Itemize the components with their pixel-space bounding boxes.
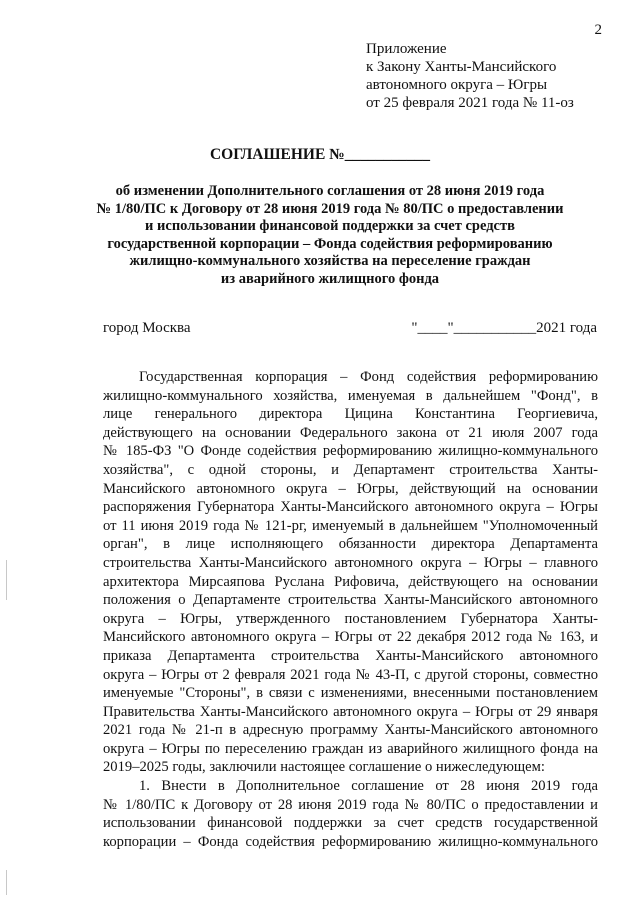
appendix-line: Приложение (366, 41, 447, 57)
subtitle-line: государственной корпорации – Фонда содействия реформированию (107, 235, 553, 252)
body-line: округа – Югры по переселению граждан из аварийного жилищного фонда на (103, 740, 598, 757)
subtitle-line: из аварийного жилищного фонда (220, 270, 440, 287)
body-line: Мансийского автономного округа – Югры, действующий на основании (103, 480, 598, 497)
body-line: приказа Департамента строительства Ханты-Мансийского автономного (103, 647, 598, 664)
body-line: архитектора Мирсаяпова Руслана Рифовича, действующего на основании (103, 573, 598, 590)
body-line: 2021 года № 21-п в адресную программу Ханты-Мансийского автономного (103, 722, 598, 739)
date: "____"___________2021 года (411, 320, 597, 336)
body-line: использовании финансовой поддержки за счет средств государственной (103, 815, 598, 832)
left-margin-mark-lower (6, 870, 7, 895)
body-text (103, 368, 598, 851)
left-margin-mark (6, 560, 7, 600)
body-line: Государственная корпорация – Фонд содействия реформированию (139, 369, 598, 385)
body-line: от 11 июня 2019 года № 121-рг, именуемый в дальнейшем "Уполномоченный (103, 517, 598, 534)
body-line: 1. Внести в Дополнительное соглашение от 28 июня 2019 года (139, 778, 598, 795)
body-line: строительства Ханты-Мансийского автономного округа – Югры – главного (103, 554, 598, 571)
body-line: жилищно-коммунального хозяйства, именуемая в дальнейшем "Фонд", в (103, 387, 598, 404)
document-subtitle (70, 183, 590, 289)
body-line: распоряжения Губернатора Ханты-Мансийского автономного округа – Югры (103, 499, 598, 516)
body-line: № 185-ФЗ "О Фонде содействия реформированию жилищно-коммунального (103, 443, 598, 460)
body-line: 2019–2025 годы, заключили настоящее соглашение о нижеследующем: (103, 759, 545, 776)
appendix-block (366, 40, 574, 112)
body-line: Правительства Ханты-Мансийского автономного округа – Югры от 29 января (103, 703, 598, 720)
body-line: хозяйства", с одной стороны, и Департамент строительства Ханты- (103, 461, 598, 478)
body-line: именуемые "Стороны", в связи с изменениями, внесенными постановлением (103, 685, 598, 702)
appendix-line: автономного округа – Югры (366, 77, 548, 93)
body-line: положения о Департаменте строительства Ханты-Мансийского автономного (103, 592, 598, 609)
document-heading: СОГЛАШЕНИЕ №___________ (209, 146, 431, 163)
body-line: лице генерального директора Цицина Константина Георгиевича, (103, 406, 598, 423)
subtitle-line: жилищно-коммунального хозяйства на переселение граждан (129, 253, 531, 270)
body-line: № 1/80/ПС к Договору от 28 июня 2019 года № 80/ПС о предоставлении и (103, 796, 598, 813)
page-number: 2 (594, 22, 602, 38)
body-line: Мансийского автономного округа – Югры от 22 декабря 2012 года № 163, и (103, 629, 598, 646)
appendix-line: к Закону Ханты-Мансийского (366, 59, 557, 75)
place: город Москва (103, 320, 191, 336)
subtitle-line: и использовании финансовой поддержки за счет средств (145, 218, 515, 235)
subtitle-line: об изменении Дополнительного соглашения от 28 июня 2019 года (115, 183, 545, 199)
body-line: округа – Югры от 2 февраля 2021 года № 43-П, с другой стороны, совместно (103, 666, 598, 683)
body-line: округа – Югры, утвержденного постановлением Губернатора Ханты- (103, 610, 598, 627)
body-line: действующего на основании Федерального закона от 21 июля 2007 года (103, 424, 598, 441)
appendix-line: от 25 февраля 2021 года № 11-оз (366, 95, 574, 111)
body-line: корпорации – Фонда содействия реформированию жилищно-коммунального (103, 833, 598, 850)
subtitle-line: № 1/80/ПС к Договору от 28 июня 2019 года № 80/ПС о предоставлении (96, 200, 564, 217)
body-line: орган", в лице исполняющего обязанности директора Департамента (103, 536, 598, 553)
